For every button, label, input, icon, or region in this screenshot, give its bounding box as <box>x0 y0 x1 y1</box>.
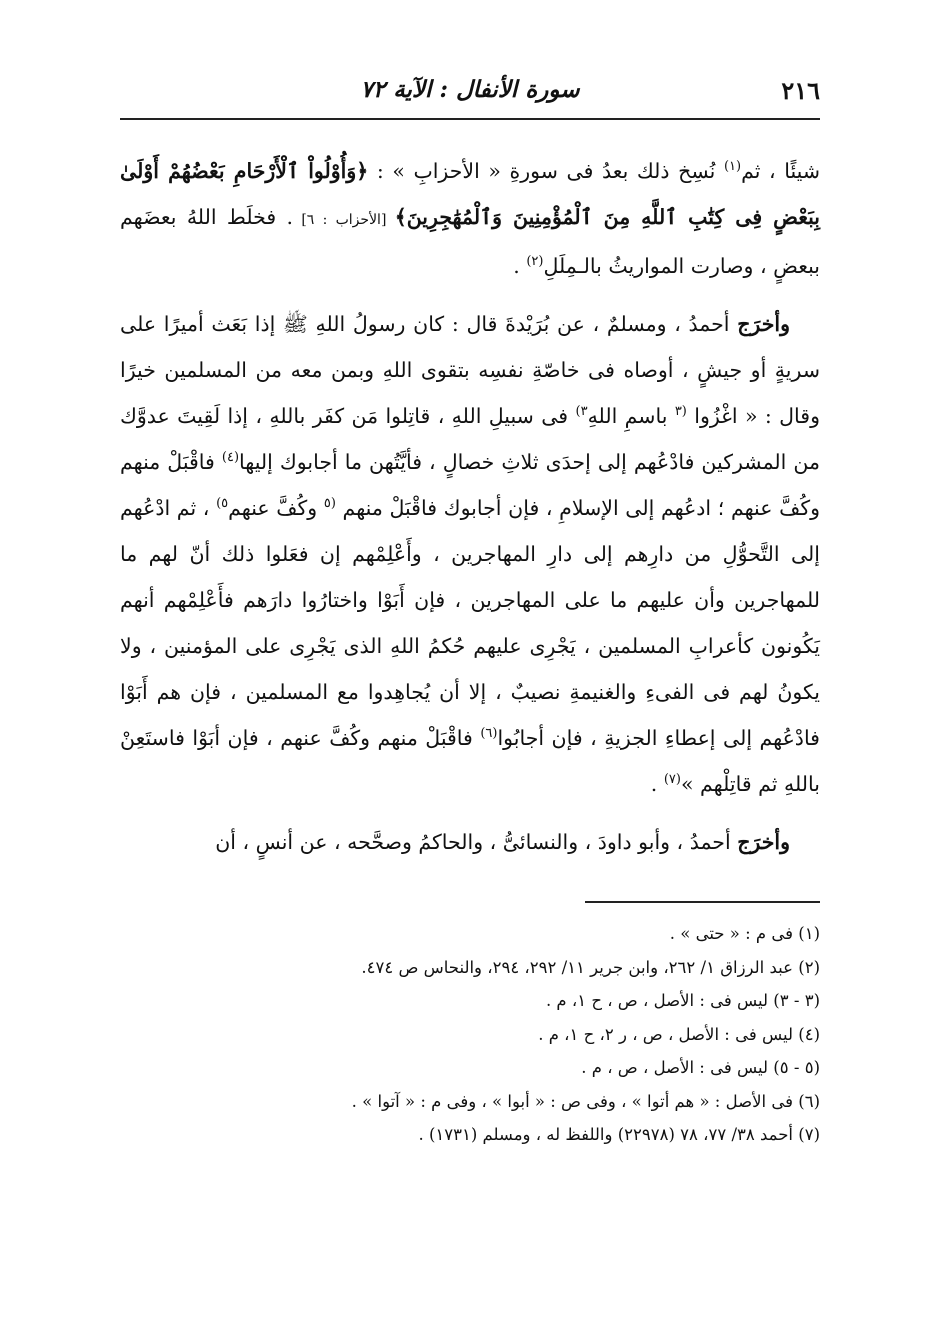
text-segment: وكُفَّ عنهم <box>228 496 324 520</box>
footnote-3: (٣ - ٣) ليس فى : الأصل ، ص ، ح ١، م . <box>545 991 820 1010</box>
text-segment: أحمدُ ، ومسلمٌ ، عن بُرَيْدةَ قال : كان رسولُ اللهِ ﷺ إذا بَعَث أميرًا على سريةٍ أو جيشٍ ، أوصاه فى خاصّةِ نفسِه بتقوى اللهِ وبمن معه من المسلمين خيرًا وقال : « اغْزُوا <box>120 312 820 428</box>
footnote-2: (٢) عبد الرزاق ١/ ٢٦٢، وابن جرير ١١/ ٢٩٢، ٢٩٤، والنحاس ص ٤٧٤. <box>361 957 820 977</box>
footnote-marker: ٣) <box>575 404 588 420</box>
paragraph-lead: وأخرَج <box>737 830 790 854</box>
main-text <box>120 148 820 865</box>
text-segment: ، ثم ادْعُهم إلى التَّحوُّلِ من دارِهم إلى دارِ المهاجرين ، وأَعْلِمْهم إن فعَلوا ذلك أنّ لهم ما للمهاجرين وأن عليهم ما على المهاجرين ، فإن أَبَوْا واختارُوا دارَهم فأَعْلِمْهم أنهم يَكُونون كأعرابِ المسلمين ، يَجْرِى عليهم حُكمُ اللهِ الذى يَجْرِى على المؤمنين ، ولا يكونُ لهم فى الفىءِ والغنيمةِ نصيبٌ ، إلا أن يُجاهِدوا مع المسلمين ، فإن هم أَبَوْا فادْعُهم إلى إعطاءِ الجزيةِ ، فإن أجابُوا <box>120 496 820 750</box>
paragraph-1 <box>120 148 820 289</box>
quran-verse: ﴿وَأُوْلُواْ ٱلْأَرْحَامِ بَعْضُهُمْ أَوْلَىٰ بِبَعْضٍ فِى كِتَٰبِ ٱللَّهِ مِنَ ٱلْمُؤْمِنِينَ وَٱلْمُهَٰجِرِينَ﴾ <box>120 159 820 229</box>
footnote-6: (٦) فى الأصل : « هم أتوا » ، وفى ص : « أبوا » ، وفى م : « آتوا » . <box>351 1091 820 1111</box>
paragraph-3 <box>120 819 820 865</box>
text-segment: باسمِ اللهِ <box>587 404 675 428</box>
footnote-marker: (٣ <box>674 404 687 420</box>
paragraph-lead: وأخرَج <box>737 312 790 336</box>
footnote-marker: (٦) <box>480 726 498 742</box>
text-segment: . <box>513 254 527 278</box>
footnote-separator <box>585 901 820 903</box>
footnote-7: (٧) أحمد ٣٨/ ٧٧، ٧٨ (٢٢٩٧٨) واللفظ له ، ومسلم (١٧٣١) . <box>418 1125 820 1144</box>
footnote-5: (٥ - ٥) ليس فى : الأصل ، ص ، م . <box>581 1058 820 1077</box>
footnote-marker: (٧) <box>663 772 681 788</box>
footnote-marker: ٥) <box>216 496 229 512</box>
footnote-marker: (٤) <box>221 450 240 466</box>
text-segment: أحمدُ ، وأبو داودَ ، والنسائىُّ ، والحاكمُ وصحَّحه ، عن أنسٍ ، أن <box>215 830 738 854</box>
running-title: سورة الأنفال : الآية ٧٢ <box>360 76 580 103</box>
footnote-4: (٤) ليس فى : الأصل ، ص ، ر ٢، ح ١، م . <box>538 1024 820 1044</box>
text-segment: نُسِخ ذلك بعدُ فى سورةِ « الأحزابِ » : <box>368 159 724 183</box>
text-segment: . فخلَط اللهُ بعضَهم ببعضٍ ، وصارت المواريثُ بالـمِلَلِ <box>120 205 820 278</box>
footnote-marker: (٥ <box>323 496 336 512</box>
paragraph-2 <box>120 301 820 807</box>
page-header <box>120 70 820 120</box>
text-segment: فاقْبَلْ منهم وكُفَّ عنهم ؛ ادعُهم إلى الإسلامِ ، فإن أجابوك فاقْبَلْ منهم <box>120 450 820 520</box>
footnote-marker: (٢) <box>526 254 544 270</box>
text-segment: فى سبيلِ اللهِ ، قاتِلوا مَن كفَر باللهِ ، إذا لَقِيتَ عدوَّك من المشركين فادْعُهم إلى إحدَى ثلاثِ خصالٍ ، فأيَّتُهن ما أجابوك إليها <box>120 404 820 474</box>
footnotes <box>120 917 820 1152</box>
footnote-marker: (١) <box>723 159 742 175</box>
text-segment: شيئًا ، ثم <box>741 159 820 183</box>
verse-reference: [الأحزاب : ٦] <box>293 212 395 228</box>
footnote-1: (١) فى م : « حتى » . <box>669 924 820 943</box>
page-number: ٢١٦ <box>781 76 820 105</box>
text-segment: فاقْبَلْ منهم وكُفَّ عنهم ، فإن أبَوْا فاستَعِنْ باللهِ ثم قاتِلْهم » <box>120 726 820 796</box>
book-page <box>120 70 820 1152</box>
text-segment: . <box>650 772 664 796</box>
